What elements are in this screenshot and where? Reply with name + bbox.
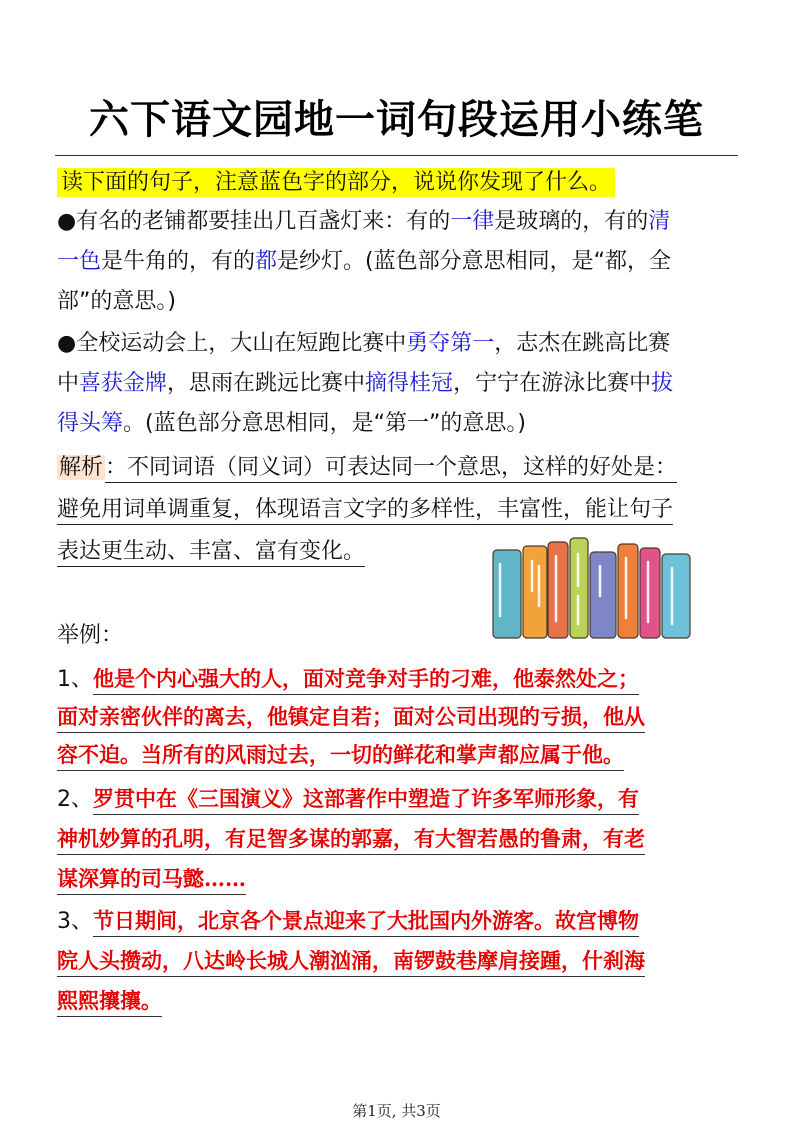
text: ●全校运动会上，大山在短跑比赛中 — [57, 331, 407, 356]
text: 是玻璃的，有的 — [494, 209, 649, 234]
books-icon — [488, 536, 698, 644]
examples-label — [57, 617, 123, 655]
analysis-line2 — [57, 491, 673, 529]
sample-number: 3、 — [57, 909, 93, 934]
sample-number: 1、 — [57, 667, 93, 692]
analysis-text: ：不同词语（同义词）可表达同一个意思，这样的好处是： — [105, 455, 677, 483]
sample-text: 熙熙攘攘。 — [57, 988, 162, 1017]
example1-line1 — [57, 203, 670, 241]
sample-text: 院人头攒动，八达岭长城人潮汹涌，南锣鼓巷摩肩接踵，什刹海 — [57, 948, 645, 977]
example1-line2 — [57, 243, 671, 281]
sample3-line1 — [57, 902, 639, 941]
text: ，宁宁在游泳比赛中 — [453, 371, 652, 396]
text: 部”的意思。) — [57, 289, 176, 314]
analysis-line1 — [57, 449, 677, 487]
sample1-line3 — [57, 736, 624, 775]
text: 。(蓝色部分意思相同，是“第一”的意思。) — [123, 411, 526, 436]
text: ●有名的老铺都要挂出几百盏灯来：有的 — [57, 209, 451, 234]
sample-text: 神机妙算的孔明，有足智多谋的郭嘉，有大智若愚的鲁肃，有老 — [57, 826, 645, 855]
sample-text: 节日期间，北京各个景点迎来了大批国内外游客。故宫博物 — [93, 908, 639, 937]
blue-word: 勇夺第一 — [406, 331, 495, 356]
analysis-text: 避免用词单调重复，体现语言文字的多样性，丰富性，能让句子 — [57, 497, 673, 525]
blue-word: 清 — [648, 209, 671, 234]
title-divider — [55, 155, 738, 156]
analysis-text: 表达更生动、丰富、富有变化。 — [57, 539, 365, 567]
blue-word: 一色 — [57, 249, 102, 274]
example2-line3 — [57, 405, 526, 443]
blue-word: 得头筹 — [57, 411, 124, 436]
sample-text: 面对亲密伙伴的离去，他镇定自若；面对公司出现的亏损，他从 — [57, 704, 645, 733]
text: 是牛角的，有的 — [101, 249, 256, 274]
sample-text: 罗贯中在《三国演义》这部著作中塑造了许多军师形象，有 — [93, 786, 639, 815]
examples-label-text: 举例： — [57, 623, 124, 648]
analysis-line3 — [57, 533, 365, 571]
sample2-line3 — [57, 860, 246, 899]
sample1-line1 — [57, 660, 639, 699]
blue-word: 摘得桂冠 — [365, 371, 454, 396]
sample3-line3 — [57, 982, 162, 1021]
sample1-line2 — [57, 698, 645, 737]
example2-line2 — [57, 365, 673, 403]
page-title: 六下语文园地一词句段运用小练笔 — [89, 97, 704, 143]
sample3-line2 — [57, 942, 645, 981]
instruction-text: 读下面的句子，注意蓝色字的部分，说说你发现了什么。 — [57, 168, 615, 197]
blue-word: 喜获金牌 — [79, 371, 168, 396]
analysis-tag: 解析 — [59, 455, 104, 480]
text: ，思雨在跳远比赛中 — [167, 371, 366, 396]
instruction — [57, 164, 615, 202]
sample-text: 容不迫。当所有的风雨过去，一切的鲜花和掌声都应属于他。 — [57, 742, 624, 771]
sample-text: 谋深算的司马懿…… — [57, 866, 246, 895]
example1-line3 — [57, 283, 176, 321]
page-footer: 第1页, 共3页 — [352, 1102, 441, 1120]
sample-number: 2、 — [57, 787, 93, 812]
text: 中 — [57, 371, 80, 396]
blue-word: 都 — [255, 249, 278, 274]
text: 是纱灯。(蓝色部分意思相同，是“都，全 — [277, 249, 672, 274]
sample-text: 他是个内心强大的人，面对竞争对手的刁难，他泰然处之； — [93, 666, 639, 695]
sample2-line1 — [57, 780, 639, 819]
blue-word: 一律 — [450, 209, 495, 234]
text: ，志杰在跳高比赛 — [494, 331, 671, 356]
example2-line1 — [57, 325, 670, 363]
sample2-line2 — [57, 820, 645, 859]
blue-word: 拔 — [651, 371, 674, 396]
